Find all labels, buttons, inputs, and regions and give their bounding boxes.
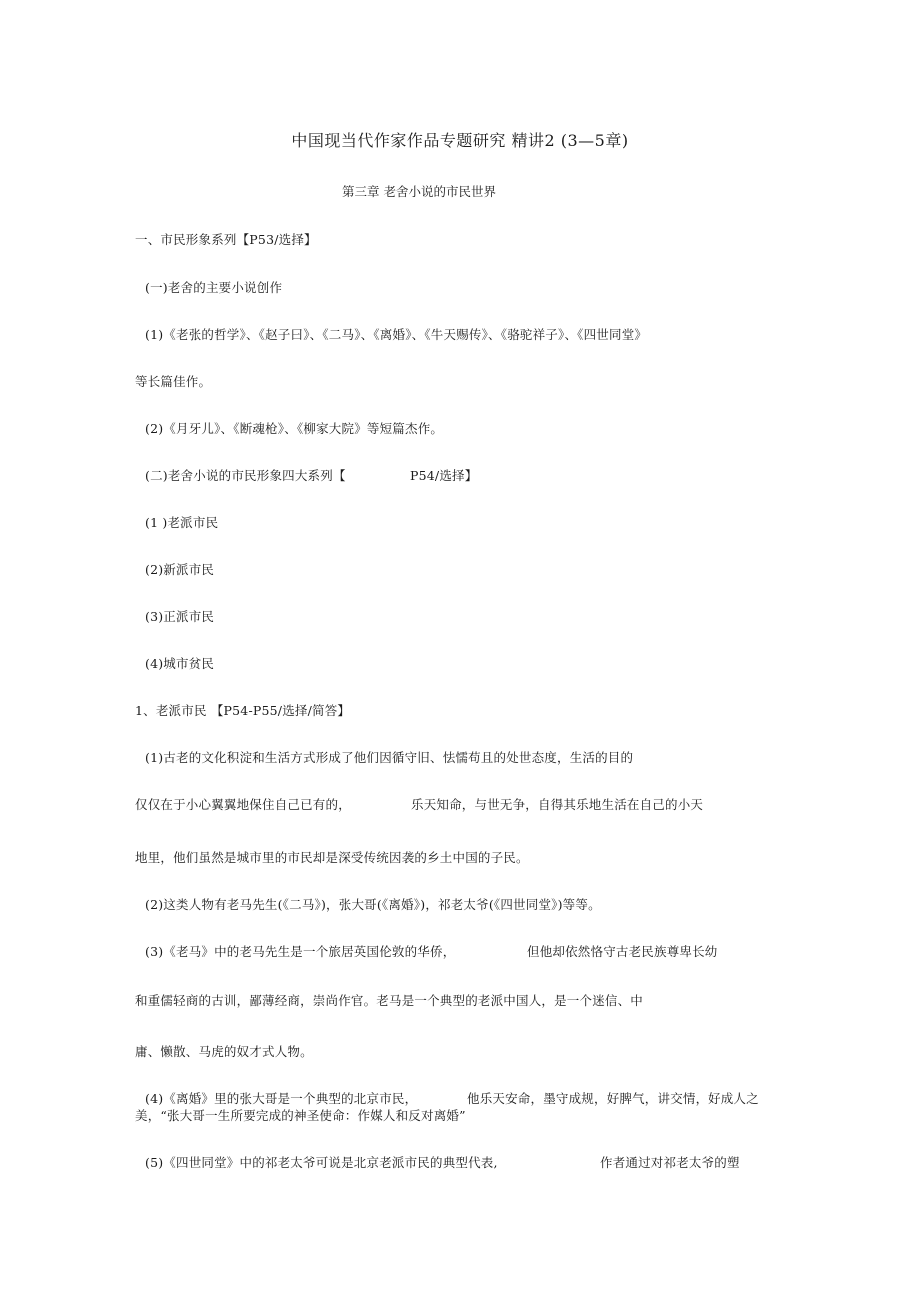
list-item: (2)新派市民 [145,562,215,577]
paragraph-segment: 作者通过对祁老太爷的塑 [600,1155,740,1170]
paragraph-line: 庸、懒散、马虎的奴才式人物。 [135,1044,313,1059]
section-heading: 一、市民形象系列【P53/选择】 [135,232,317,247]
subsection-heading-part: (二)老舍小说的市民形象四大系列【 [145,468,346,483]
paragraph-segment: (4)《离婚》里的张大哥是一个典型的北京市民， [145,1091,418,1106]
section-heading: 1、老派市民 【P54-P55/选择/简答】 [135,703,351,718]
paragraph-line: 等长篇佳作。 [135,374,212,389]
paragraph-segment: 乐天知命，与世无争，自得其乐地生活在自己的小天 [411,797,704,812]
subsection-heading-part: P54/选择】 [410,468,478,483]
paragraph-line: 地里，他们虽然是城市里的市民却是深受传统因袭的乡土中国的子民。 [135,850,529,865]
paragraph-line: (2)这类人物有老马先生(《二马》)，张大哥(《离婚》)，祁老太爷(《四世同堂》)等等。 [145,897,601,912]
subsection-heading: (一)老舍的主要小说创作 [145,280,283,295]
paragraph-line: 和重儒轻商的古训，鄙薄经商，崇尚作官。老马是一个典型的老派中国人，是一个迷信、中 [135,993,644,1008]
paragraph-segment: 仅仅在于小心翼翼地保住自己已有的， [135,797,351,812]
list-item: (3)正派市民 [145,609,215,624]
page-title: 中国现当代作家作品专题研究 精讲2 (3—5章) [291,131,629,150]
paragraph-line: (2)《月牙儿》、《断魂枪》、《柳家大院》等短篇杰作。 [145,421,444,436]
list-item: (1 )老派市民 [145,515,219,530]
paragraph-line: (1)《老张的哲学》、《赵子曰》、《二马》、《离婚》、《牛天赐传》、《骆驼祥子》、《四世同堂》 [145,327,648,342]
paragraph-line: (1)古老的文化积淀和生活方式形成了他们因循守旧、怯懦苟且的处世态度，生活的目的 [145,750,634,765]
paragraph-segment: 他乐天安命，墨守成规，好脾气，讲交情， [467,1091,709,1106]
paragraph-segment: 好成人之 [708,1091,759,1106]
list-item: (4)城市贫民 [145,656,215,671]
paragraph-segment: 但他却依然恪守古老民族尊卑长幼 [527,944,718,959]
paragraph-line: 美，“张大哥一生所要完成的神圣使命：作媒人和反对离婚” [135,1108,466,1123]
paragraph-segment: (3)《老马》中的老马先生是一个旅居英国伦敦的华侨， [145,944,456,959]
chapter-title: 第三章 老舍小说的市民世界 [342,184,496,199]
paragraph-segment: (5)《四世同堂》中的祁老太爷可说是北京老派市民的典型代表, [145,1155,498,1170]
